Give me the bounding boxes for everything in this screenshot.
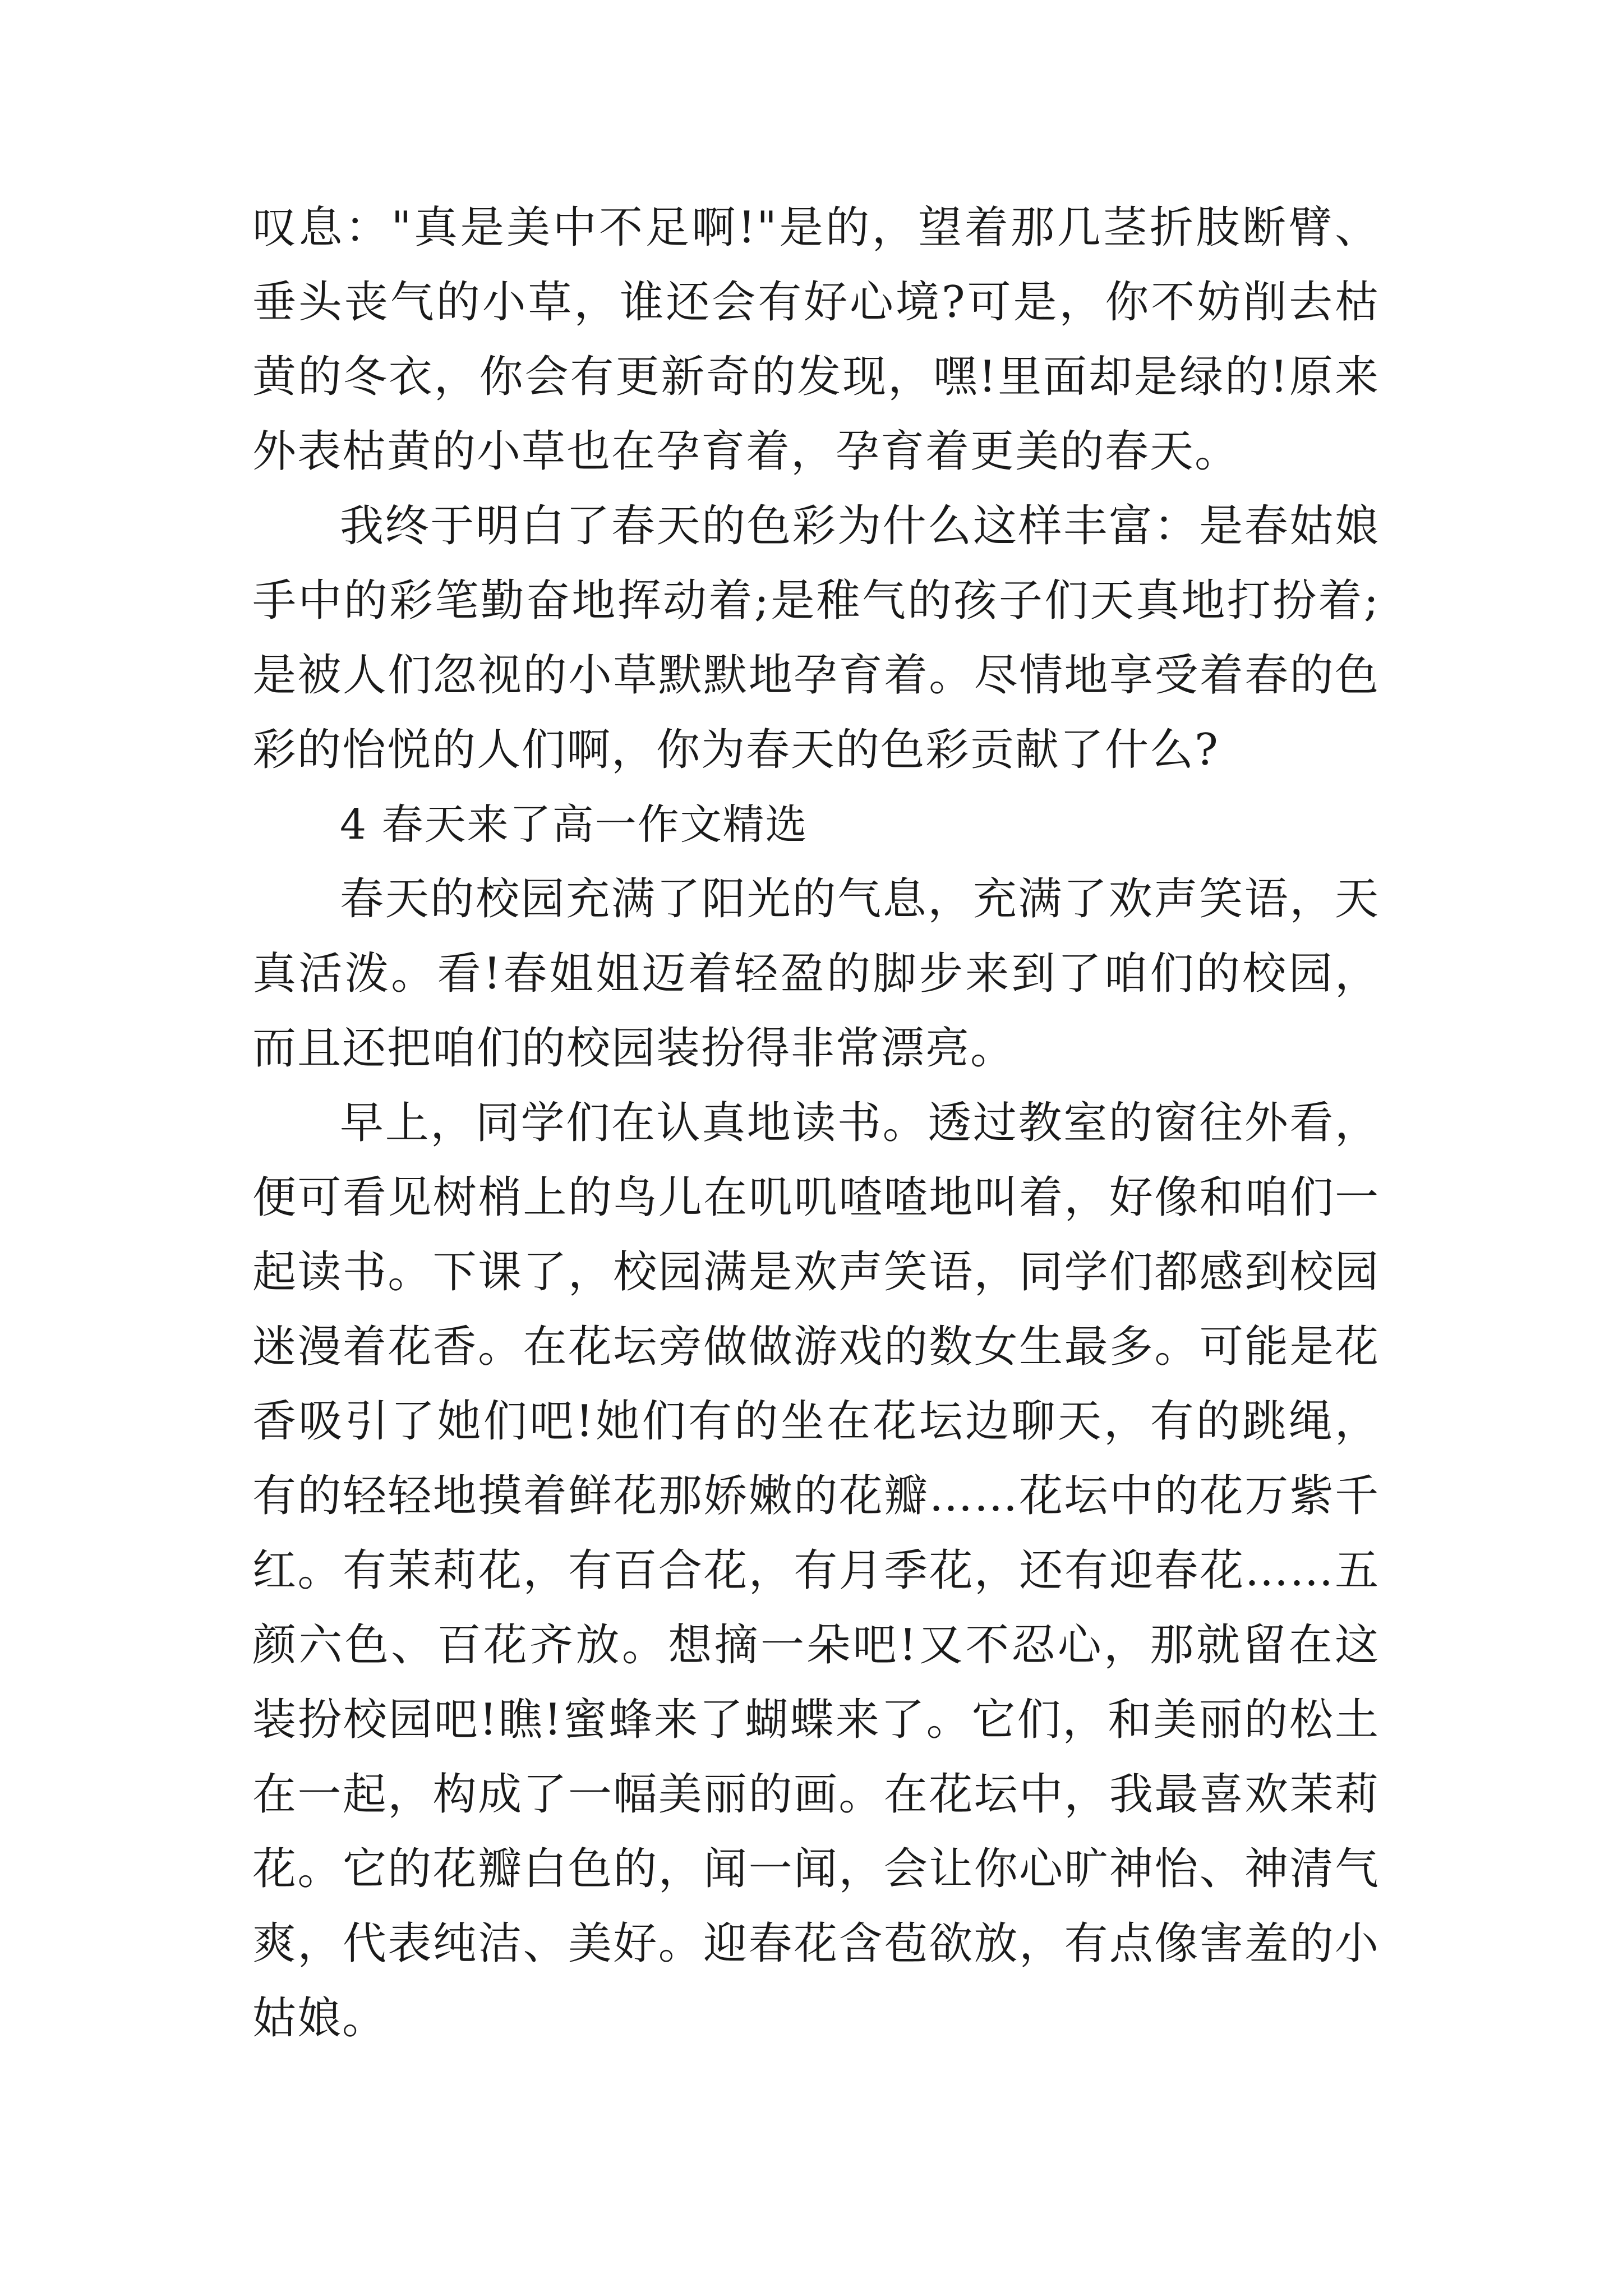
paragraph-4: 早上，同学们在认真地读书。透过教室的窗往外看，便可看见树梢上的鸟儿在叽叽喳喳地叫着，好像和咱们一起读书。下课了，校园满是欢声笑语，同学们都感到校园迷漫着花香。在花坛旁做做游戏的数女生最多。可能是花香吸引了她们吧!她们有的坐在花坛边聊天，有的跳绳，有的轻轻地摸着鲜花那娇嫩的花瓣……花坛中的花万紫千红。有茉莉花，有百合花，有月季花，还有迎春花……五颜六色、百花齐放。想摘一朵吧!又不忍心，那就留在这装扮校园吧!瞧!蜜蜂来了蝴蝶来了。它们，和美丽的松土在一起，构成了一幅美丽的画。在花坛中，我最喜欢茉莉花。它的花瓣白色的，闻一闻，会让你心旷神怡、神清气爽，代表纯洁、美好。迎春花含苞欲放，有点像害羞的小姑娘。 bbox=[252, 1098, 1380, 2044]
paragraph-1: 叹息："真是美中不足啊!"是的，望着那几茎折肢断臂、垂头丧气的小草，谁还会有好心境?可是，你不妨削去枯黄的冬衣，你会有更新奇的发现，嘿!里面却是绿的!原来外表枯黄的小草也在孕育着，孕育着更美的春天。 bbox=[252, 203, 1380, 477]
paragraph-3: 春天的校园充满了阳光的气息，充满了欢声笑语，天真活泼。看!春姐姐迈着轻盈的脚步来到了咱们的校园，而且还把咱们的校园装扮得非常漂亮。 bbox=[252, 874, 1380, 1074]
paragraph-2: 我终于明白了春天的色彩为什么这样丰富：是春姑娘手中的彩笔勤奋地挥动着;是稚气的孩子们天真地打扮着;是被人们忽视的小草默默地孕育着。尽情地享受着春的色彩的怡悦的人们啊，你为春天的色彩贡献了什么? bbox=[252, 501, 1380, 775]
document-page bbox=[252, 191, 1380, 2056]
section-heading: 4 春天来了高一作文精选 bbox=[340, 800, 808, 849]
